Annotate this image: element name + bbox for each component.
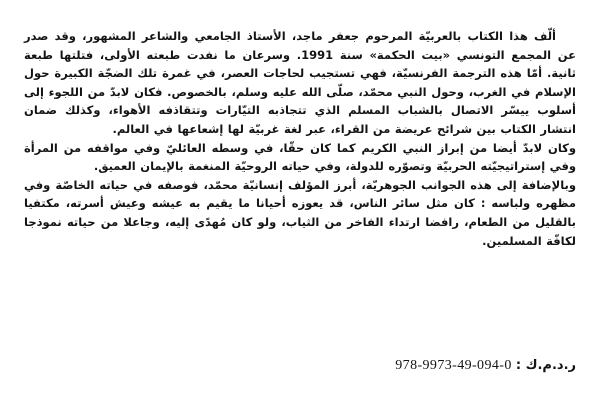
isbn-number: 978-9973-49-094-0 <box>395 358 512 373</box>
isbn-label: ر.د.م.ك : <box>515 358 576 373</box>
paragraph-humanity: وبالإضافة إلى هذه الجوانب الجوهريّة، أبرز المؤلف إنسانيّة محمّد، فوصفه في حياته الخاصّة وفي مظهره ولباسه : كان مثل سائر الناس، قد يعوزه أحيانا ما يقيم به عيشه وعيش أسرته، مكتفيا بالقليل من الطعام، رافضا ارتداء الفاخر من الثياب، ولو كان مُهدًى إليه، وجاعلا من حياته نموذجا لكافّة المسلمين. <box>24 177 576 248</box>
paragraph-introduction: ألّف هذا الكتاب بالعربيّة المرحوم جعفر ماجد، الأستاذ الجامعي والشاعر المشهور، وقد صدر عن المجمع التونسي «بيت الحكمة» سنة 1991. وسرعان ما نفدت طبعته الأولى، فتلتها طبعة ثانية. أمّا هذه الترجمة الفرنسيّة، فهي تستجيب لحاجات العصر، في غمرة تلك الضجّة الكبيرة حول الإسلام في الغرب، وحول النبي محمّد، صلّى الله عليه وسلم، بالخصوص. فكان لابدّ من اللجوء إلى أسلوب ييسّر الاتصال بالشباب المسلم الذي تتجاذبه التيّارات وتتقاذفه الأهواء، وكذلك ضمان انتشار الكتاب بين شرائح عريضة من القراء، عبر لغة غربيّة لها إشعاعها في العالم. <box>24 29 576 136</box>
paragraph-prophet-portrait: وكان لابدّ أيضا من إبراز النبي الكريم كما كان حقّا، في وسطه العائليّ وفي مواقفه من المرأة وفي إستراتيجيّته الحربيّة وتصوّره للدولة، وفي حياته الروحيّة المنغمة بالإيمان العميق. <box>24 140 576 174</box>
isbn-line <box>395 357 576 375</box>
